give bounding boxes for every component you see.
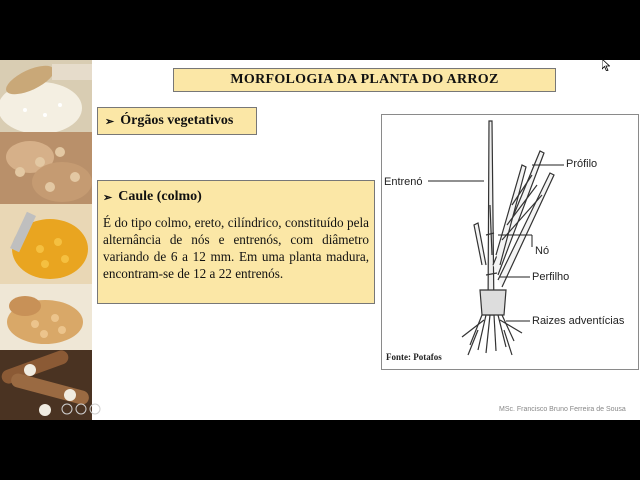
rice-grains-image <box>0 60 92 132</box>
slideshow-nav[interactable] <box>60 402 108 416</box>
corn-kernels-image <box>0 204 92 284</box>
author-footer: MSc. Francisco Bruno Ferreira de Sousa <box>499 406 626 413</box>
stem-heading-label: Caule (colmo) <box>118 189 202 204</box>
adventitious-roots-label: Raizes adventícias <box>532 315 625 327</box>
rice-plant-diagram <box>381 114 639 370</box>
slide <box>0 60 640 420</box>
mouse-pointer-icon <box>602 59 610 71</box>
figure-source: Fonte: Potafos <box>386 352 442 362</box>
arrow-bullet-icon: ➢ <box>105 115 115 128</box>
internode-label: Entrenó <box>384 176 423 188</box>
arrow-bullet-icon: ➢ <box>103 191 113 204</box>
vegetative-organs-box <box>97 107 257 135</box>
soybeans-image <box>0 284 92 350</box>
slide-title: MORFOLOGIA DA PLANTA DO ARROZ <box>173 68 556 92</box>
prophyll-label: Prófilo <box>566 158 598 170</box>
vegetative-organs-label: Órgãos vegetativos <box>120 113 234 128</box>
stem-description-box <box>97 180 375 304</box>
side-photo-strip <box>0 60 92 420</box>
rice-plant-drawing <box>382 115 638 369</box>
tiller-label: Perfilho <box>532 271 570 283</box>
node-label: Nó <box>535 245 550 257</box>
stem-description-text: É do tipo colmo, ereto, cilíndrico, constituído pela alternância de nós e entrenós, com diâmetro variando de 6 a 12 mm. Em uma planta madura, encontram-se de 12 a 22 entrenós. <box>103 215 369 281</box>
beans-image <box>0 132 92 204</box>
stem-heading <box>103 189 369 205</box>
